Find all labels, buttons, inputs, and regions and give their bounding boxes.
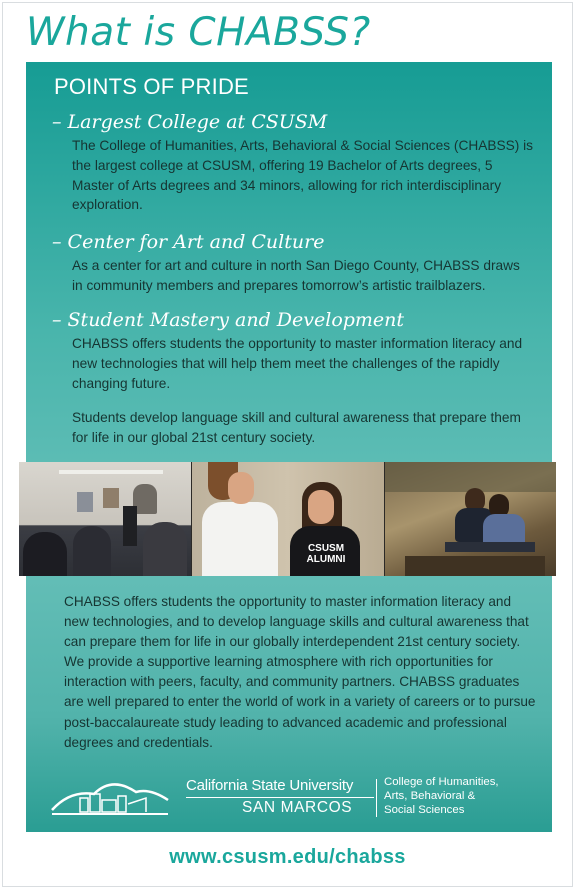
section-heading-student-mastery: – Student Mastery and Development xyxy=(52,309,405,331)
section-paragraph: As a center for art and culture in north San Diego County, CHABSS draws in community members and prepares tomorrow’s artistic trailblazers. xyxy=(72,258,520,293)
shirt-text: ALUMNI xyxy=(306,554,346,565)
photo-strip xyxy=(19,462,556,576)
college-name-line: Arts, Behavioral & xyxy=(384,789,476,802)
shirt-text: CSUSM xyxy=(307,543,345,554)
students-photo xyxy=(192,462,384,576)
outdoor-reading-photo xyxy=(385,462,556,576)
section-heading-art-culture: – Center for Art and Culture xyxy=(52,231,325,253)
divider xyxy=(186,797,374,798)
college-name-line: Social Sciences xyxy=(384,803,465,816)
college-name xyxy=(384,776,544,817)
section-paragraph: The College of Humanities, Arts, Behavioral & Social Sciences (CHABSS) is the largest college at CSUSM, offering 19 Bachelor of Arts degrees, 5 Master of Arts degrees and 34 minors, allowing for rich interdisciplinary exploration. xyxy=(72,138,534,213)
college-name-line: College of Humanities, xyxy=(384,776,499,788)
overview-paragraph: CHABSS offers students the opportunity to master information literacy and new technologies, and to develop language skills and cultural awareness that can prepare them for life in our globally interdependent 21st century society. We provide a supportive learning atmosphere with rich opportunities for interaction with peers, faculty, and community partners. CHABSS graduates are well prepared to enter the world of work in a variety of careers or to pursue post-baccalaureate study leading to advanced academic and professional degrees and credentials. xyxy=(64,594,536,750)
page-title: What is CHABSS? xyxy=(26,10,371,55)
website-url: www.csusm.edu/chabss xyxy=(169,846,406,868)
campus-name: SAN MARCOS xyxy=(242,799,353,816)
csusm-campus-logo-icon xyxy=(50,770,170,818)
section-paragraph: Students develop language skill and cultural awareness that prepare them for life in our global 21st century society. xyxy=(72,410,521,445)
section-paragraph: CHABSS offers students the opportunity to master information literacy and new technologies that will help them meet the challenges of the rapidly changing future. xyxy=(72,336,523,391)
classroom-photo xyxy=(19,462,191,576)
university-name: California State University xyxy=(186,777,354,794)
section-heading-largest-college: – Largest College at CSUSM xyxy=(52,111,328,133)
panel-heading: POINTS OF PRIDE xyxy=(54,74,249,99)
divider xyxy=(376,779,377,817)
